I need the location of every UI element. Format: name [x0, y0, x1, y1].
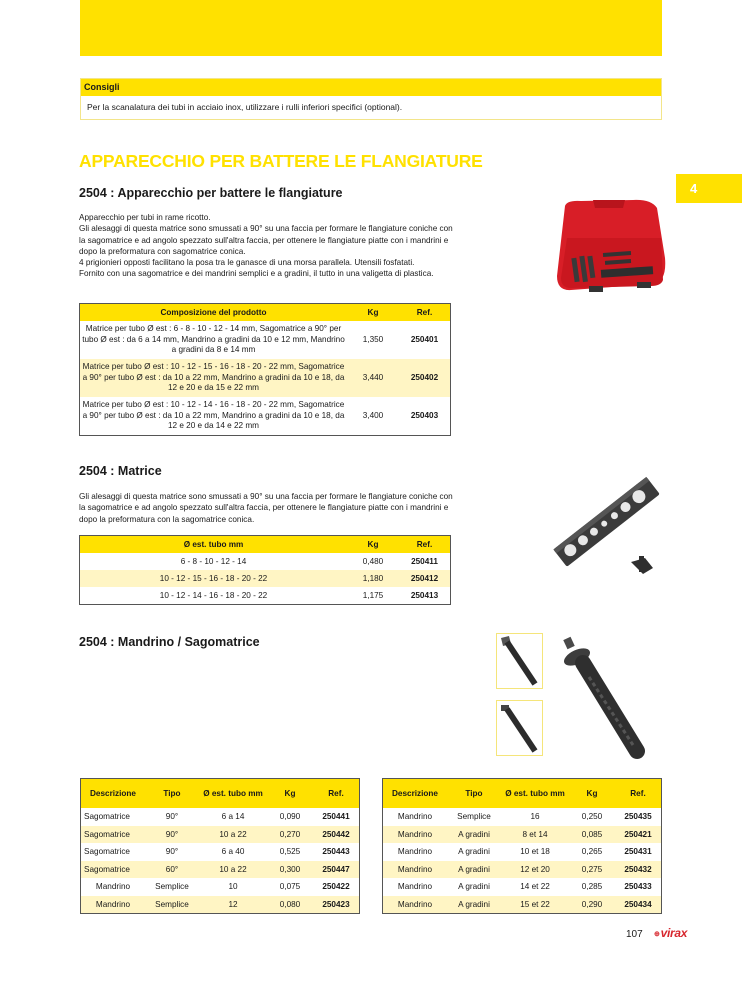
- type-cell: Semplice: [145, 896, 199, 914]
- description-cell: Mandrino: [383, 861, 448, 879]
- table-row: [383, 826, 662, 844]
- description-cell: Mandrino: [397, 847, 433, 857]
- logo-mark-icon: ⊕: [654, 930, 660, 938]
- type-cell: 90°: [165, 847, 179, 857]
- ref-cell: 250442: [313, 826, 360, 844]
- description-cell: Sagomatrice: [81, 826, 146, 844]
- weight-cell: 0,275: [569, 861, 615, 879]
- weight-cell: 0,525: [279, 847, 301, 857]
- mandrel-tool-icon: [497, 701, 542, 755]
- column-header: Kg: [347, 536, 399, 554]
- weight-cell: 0,300: [267, 861, 313, 879]
- column-header: Ø est. tubo mm: [199, 779, 267, 809]
- brand-logo: [654, 926, 687, 940]
- description-cell: Mandrino: [95, 882, 131, 892]
- type-cell: 90°: [145, 826, 199, 844]
- column-header: Kg: [267, 779, 313, 809]
- diameter-cell: 16: [530, 812, 540, 822]
- tip-title: Consigli: [81, 79, 661, 96]
- table-header-row: [81, 779, 360, 809]
- table-row: [383, 808, 662, 826]
- table-row: [80, 553, 451, 570]
- product-description-apparecchio: [79, 212, 459, 280]
- column-header: Ref.: [399, 536, 451, 554]
- stepped-mandrel-image: [555, 633, 665, 763]
- description-line: Gli alesaggi di questa matrice sono smussati a 90° su una faccia per formare le flangiature coniche con la sagomatrice e ad angolo spezzato sull'altra faccia, per ottenere le flangiature piatte con i mandrini e dopo la preformatura con sagomatrice conica.: [79, 224, 453, 256]
- product-title-matrice: 2504 : Matrice: [79, 464, 162, 478]
- description-cell: Mandrino: [397, 882, 433, 892]
- weight-cell: 0,285: [581, 882, 603, 892]
- column-header: Tipo: [145, 779, 199, 809]
- table-header-row: [80, 536, 451, 554]
- mandrel-tool-image: [496, 700, 543, 756]
- ref-cell: 250435: [624, 812, 652, 822]
- description-cell: Mandrino: [81, 896, 146, 914]
- description-cell: Sagomatrice: [84, 812, 130, 822]
- table-header-row: [80, 304, 451, 322]
- ref-cell: 250421: [615, 826, 662, 844]
- table-row: [383, 843, 662, 861]
- weight-cell: 0,480: [362, 557, 384, 566]
- description-line: Fornito con una sagomatrice e dei mandrini semplici e a gradini, il tutto in una valigetta di plastica.: [79, 269, 434, 279]
- weight-cell: 1,180: [347, 570, 399, 587]
- column-header: Descrizione: [81, 779, 146, 809]
- weight-cell: 0,265: [581, 847, 603, 857]
- diameter-cell: 6 a 14: [221, 812, 245, 822]
- header-banner: [80, 0, 662, 56]
- description-line: 4 prigionieri opposti facilitano la posa tra le ganasce di una morsa parallela. Utensili fosfatati.: [79, 258, 415, 268]
- weight-cell: 3,400: [362, 410, 384, 420]
- diameter-cell: 10 a 22: [199, 826, 267, 844]
- table-row: [81, 808, 360, 826]
- table-row: [383, 878, 662, 896]
- mandrino-table-right: [382, 778, 662, 914]
- type-cell: Semplice: [155, 882, 189, 892]
- ref-cell: 250401: [410, 334, 439, 344]
- weight-cell: 1,350: [362, 334, 384, 344]
- description-cell: Mandrino: [383, 826, 448, 844]
- composition-cell: Matrice per tubo Ø est : 10 - 12 - 15 - 16 - 18 - 20 - 22 mm, Sagomatrice a 90° per tubo Ø est : da 10 a 22 mm, Mandrino a gradini da 10 e 18, da 12 e 20 e da 15 e 22 mm: [80, 359, 348, 397]
- table-row: [80, 321, 451, 359]
- ref-cell: 250411: [411, 557, 438, 566]
- ref-cell: 250402: [399, 359, 451, 397]
- diameter-cell: 14 et 22: [520, 882, 550, 892]
- column-header: Composizione del prodotto: [80, 304, 348, 322]
- diameter-cell: 12 et 20: [501, 861, 569, 879]
- type-cell: A gradini: [447, 826, 501, 844]
- weight-cell: 0,290: [569, 896, 615, 914]
- composition-cell: Matrice per tubo Ø est : 6 - 8 - 10 - 12 - 14 mm, Sagomatrice a 90° per tubo Ø est : da 6 a 14 mm, Mandrino a gradini da 10 e 12 mm, Mandrino a gradini da 8 e 14 mm: [82, 323, 345, 355]
- column-header: Descrizione: [383, 779, 448, 809]
- table-row: [80, 397, 451, 436]
- table-row: [80, 570, 451, 587]
- cone-tool-icon: [497, 634, 542, 688]
- table-row: [81, 861, 360, 879]
- ref-cell: 250403: [410, 410, 439, 420]
- column-header: Kg: [347, 304, 399, 322]
- cone-tool-image: [496, 633, 543, 689]
- diameter-cell: 8 et 14: [501, 826, 569, 844]
- ref-cell: 250412: [399, 570, 451, 587]
- ref-cell: 250422: [322, 882, 350, 892]
- table-row: [383, 896, 662, 914]
- ref-cell: 250441: [322, 812, 350, 822]
- section-title: APPARECCHIO PER BATTERE LE FLANGIATURE: [79, 151, 483, 171]
- diameter-cell: 10 a 22: [199, 861, 267, 879]
- table-row: [81, 843, 360, 861]
- description-line: Apparecchio per tubi in rame ricotto.: [79, 213, 211, 222]
- weight-cell: 0,080: [267, 896, 313, 914]
- description-cell: Sagomatrice: [84, 847, 130, 857]
- type-cell: A gradini: [447, 896, 501, 914]
- type-cell: A gradini: [458, 847, 490, 857]
- column-header: Kg: [569, 779, 615, 809]
- table-header-row: [383, 779, 662, 809]
- column-header: Tipo: [447, 779, 501, 809]
- ref-cell: 250413: [410, 591, 439, 600]
- column-header: Ref.: [399, 304, 451, 322]
- ref-cell: 250434: [615, 896, 662, 914]
- weight-cell: 0,085: [569, 826, 615, 844]
- weight-cell: 3,440: [347, 359, 399, 397]
- table-row: [80, 587, 451, 605]
- type-cell: 60°: [145, 861, 199, 879]
- column-header: Ref.: [313, 779, 360, 809]
- ref-cell: 250423: [313, 896, 360, 914]
- column-header: Ref.: [615, 779, 662, 809]
- mandrino-table-left: [80, 778, 360, 914]
- diameter-cell: 6 a 40: [221, 847, 245, 857]
- table-row: [81, 826, 360, 844]
- flaring-die-bar-image: [553, 462, 663, 592]
- page-number: 107: [626, 929, 643, 940]
- ref-cell: 250433: [624, 882, 652, 892]
- red-carrying-case-image: [553, 198, 671, 302]
- tip-text: Per la scanalatura dei tubi in acciaio inox, utilizzare i rulli inferiori specifici (optional).: [87, 102, 403, 112]
- diameter-cell: 6 - 8 - 10 - 12 - 14: [180, 557, 247, 566]
- table-row: [383, 861, 662, 879]
- weight-cell: 0,075: [279, 882, 301, 892]
- description-cell: Mandrino: [397, 812, 433, 822]
- product-description-matrice: Gli alesaggi di questa matrice sono smussati a 90° su una faccia per formare le flangiature coniche con la sagomatrice e ad angolo spezzato sull'altra faccia, per ottenere le flangiature piatte con i mandrini e dopo la preformatura con la sagomatrice conica.: [79, 492, 453, 524]
- diameter-cell: 10 - 12 - 15 - 16 - 18 - 20 - 22: [80, 570, 348, 587]
- description-cell: Sagomatrice: [81, 861, 146, 879]
- weight-cell: 0,270: [267, 826, 313, 844]
- description-cell: Mandrino: [383, 896, 448, 914]
- weight-cell: 0,090: [279, 812, 301, 822]
- diameter-cell: 15 et 22: [501, 896, 569, 914]
- table-row: [81, 878, 360, 896]
- table-row: [81, 896, 360, 914]
- ref-cell: 250432: [615, 861, 662, 879]
- weight-cell: 1,175: [362, 591, 384, 600]
- table-row: [80, 359, 451, 397]
- product-title-mandrino: 2504 : Mandrino / Sagomatrice: [79, 635, 260, 649]
- column-header: Ø est. tubo mm: [80, 536, 348, 554]
- matrice-table: [79, 535, 451, 605]
- product-title-apparecchio: 2504 : Apparecchio per battere le flangiature: [79, 186, 343, 200]
- weight-cell: 0,250: [581, 812, 603, 822]
- tip-box: [80, 78, 662, 120]
- type-cell: A gradini: [447, 861, 501, 879]
- type-cell: A gradini: [458, 882, 490, 892]
- diameter-cell: 12: [199, 896, 267, 914]
- type-cell: Semplice: [457, 812, 491, 822]
- product-composition-table: [79, 303, 451, 436]
- diameter-cell: 10 et 18: [520, 847, 550, 857]
- ref-cell: 250447: [313, 861, 360, 879]
- ref-cell: 250431: [624, 847, 652, 857]
- type-cell: 90°: [165, 812, 179, 822]
- diameter-cell: 10 - 12 - 14 - 16 - 18 - 20 - 22: [159, 591, 268, 600]
- chapter-tab[interactable]: 4: [676, 174, 742, 203]
- ref-cell: 250443: [322, 847, 350, 857]
- brand-name: virax: [660, 926, 688, 940]
- column-header: Ø est. tubo mm: [501, 779, 569, 809]
- composition-cell: Matrice per tubo Ø est : 10 - 12 - 14 - 16 - 18 - 20 - 22 mm, Sagomatrice a 90° per tubo Ø est : da 10 a 22 mm, Mandrino a gradini da 10 e 18, da 12 e 20 e da 14 e 22 mm: [82, 399, 345, 431]
- diameter-cell: 10: [228, 882, 238, 892]
